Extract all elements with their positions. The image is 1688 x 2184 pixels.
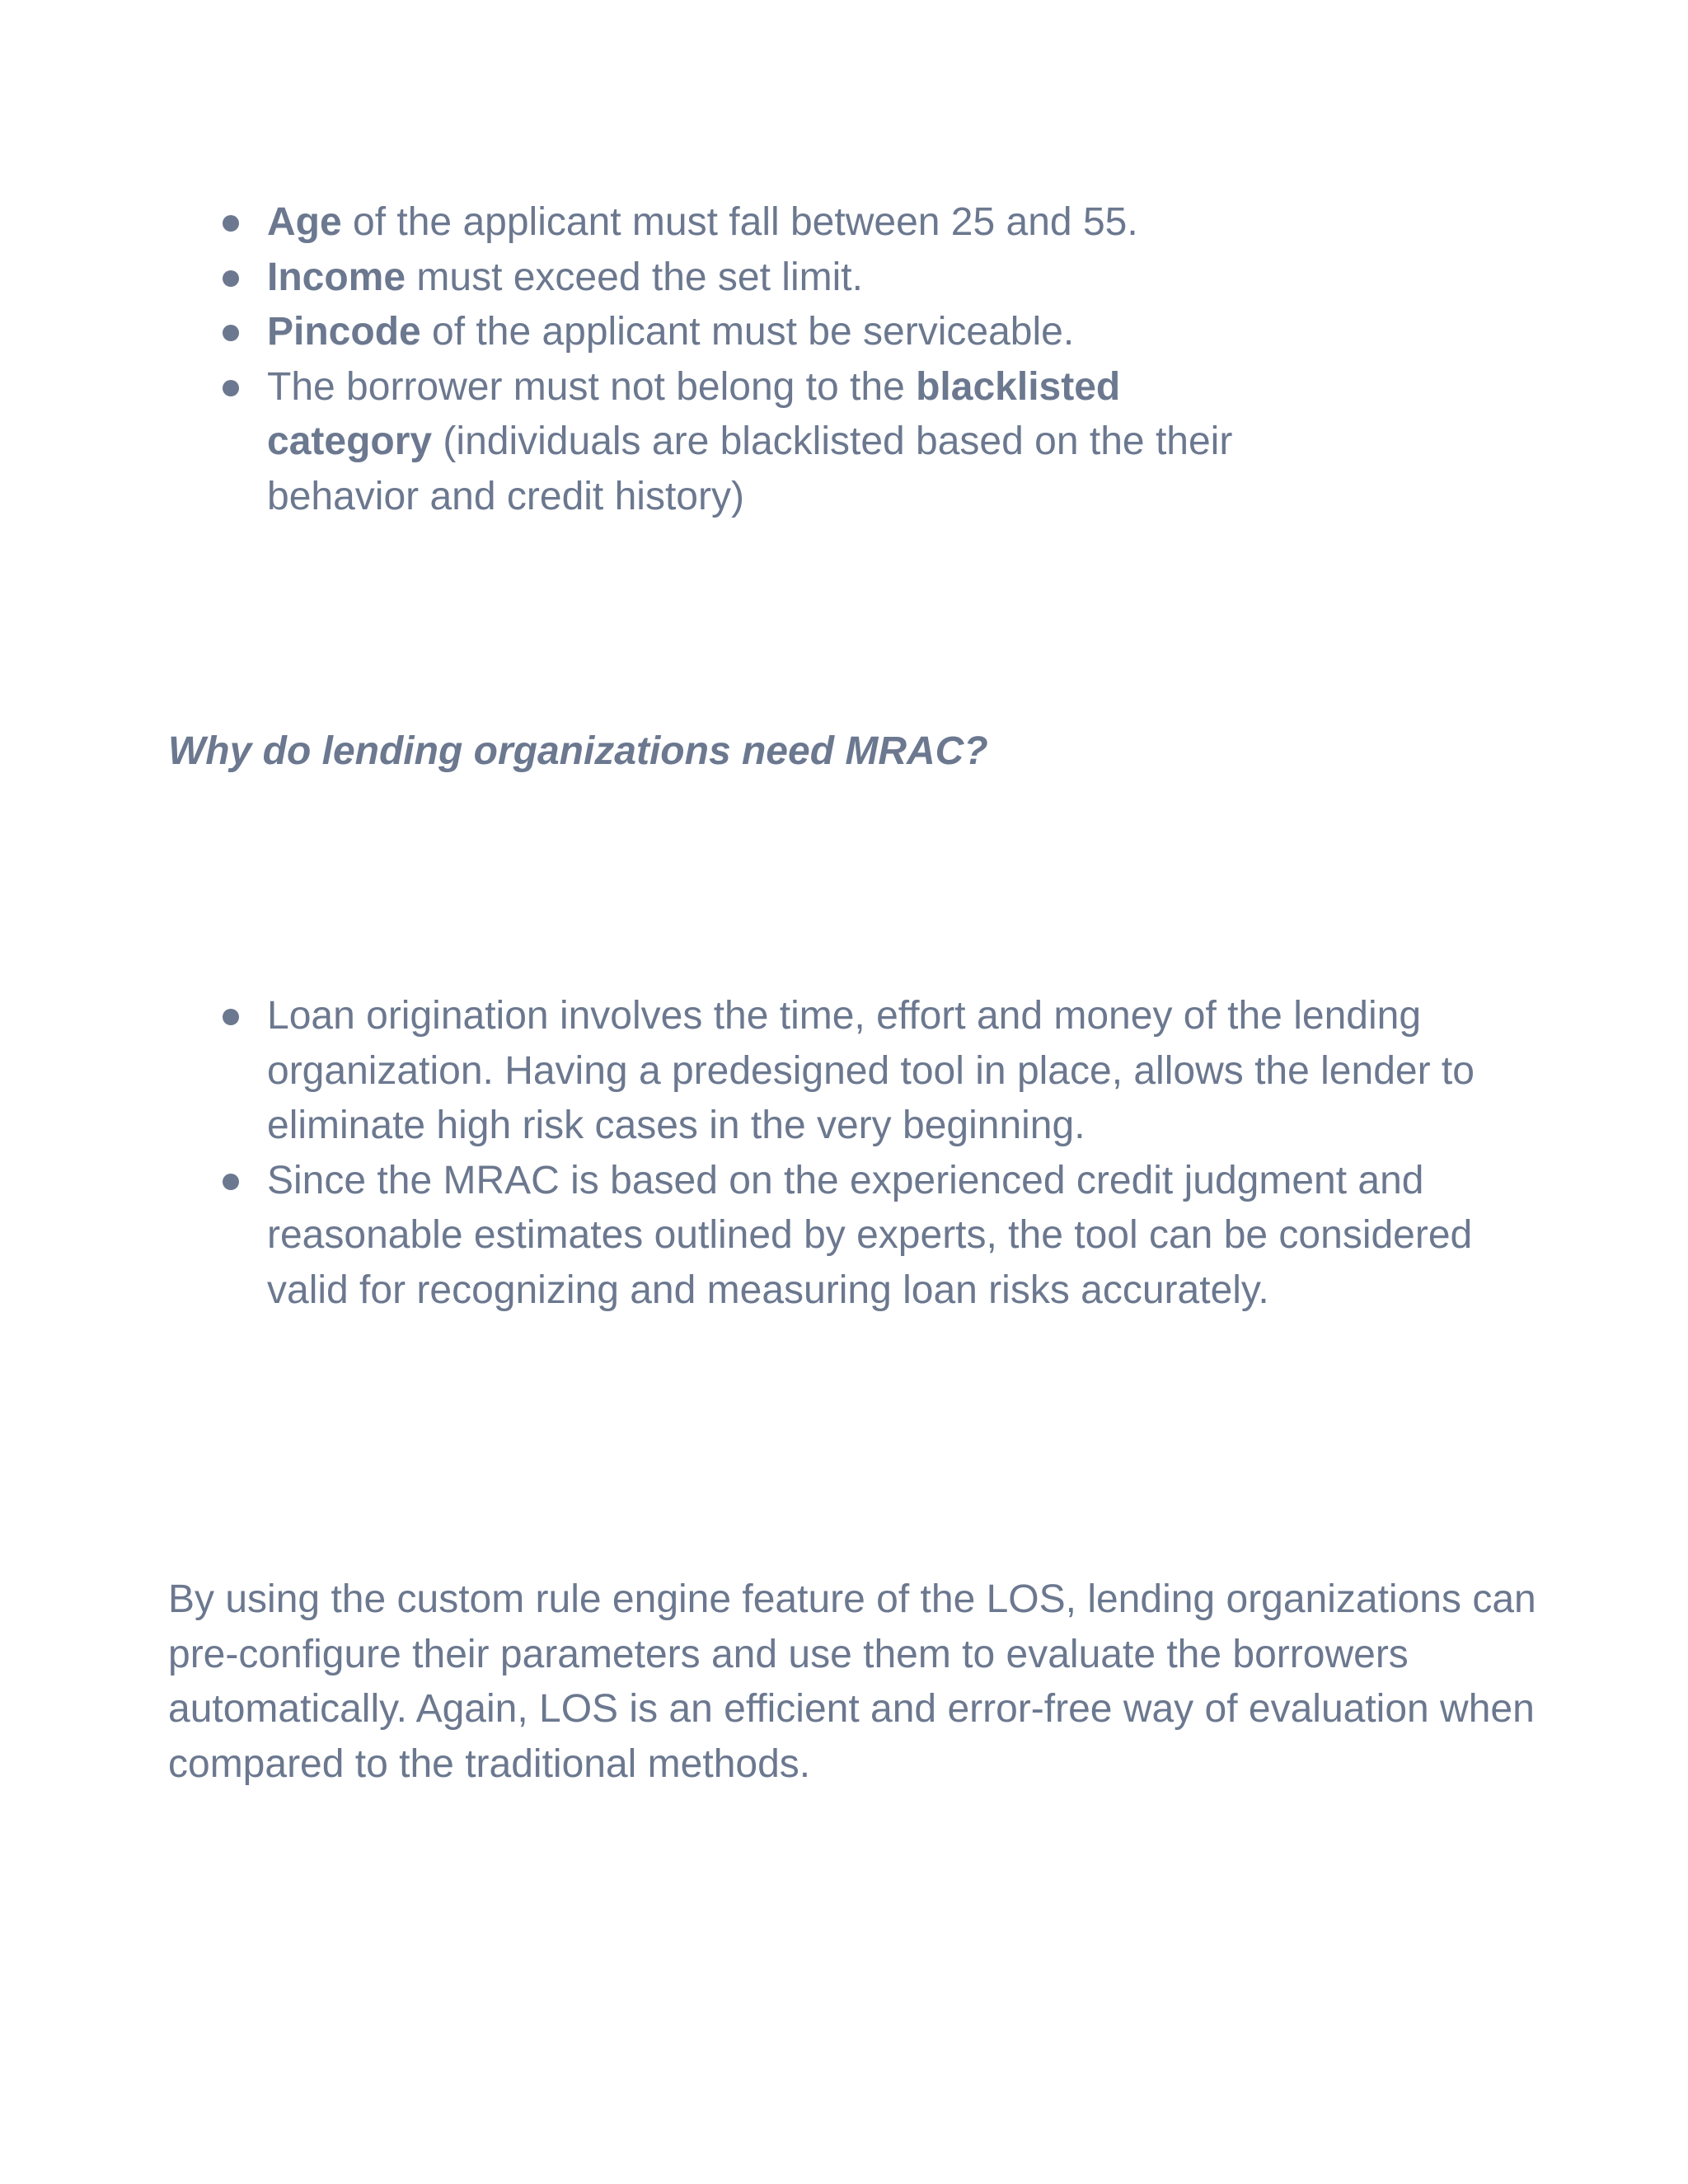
criterion-keyword: Pincode	[267, 310, 421, 354]
bullet-icon	[223, 325, 239, 341]
criterion-text: of the applicant must be serviceable.	[420, 310, 1075, 354]
list-item	[168, 251, 1536, 306]
criterion-keyword: Age	[267, 200, 342, 244]
criterion-text: of the applicant must fall between 25 and 55.	[341, 200, 1138, 244]
list-item	[168, 305, 1536, 360]
criteria-list-block	[168, 195, 1536, 524]
reason-text: Since the MRAC is based on the experienced credit judgment and reasonable estimates outlined by experts, the tool can be considered valid for recognizing and measuring loan risks accurately.	[267, 1158, 1473, 1312]
closing-paragraph-block	[168, 1572, 1536, 1792]
bullet-icon	[223, 270, 239, 287]
section-heading-block	[168, 724, 1536, 779]
list-item	[168, 989, 1536, 1154]
bullet-icon	[223, 1009, 239, 1025]
section-heading: Why do lending organizations need MRAC?	[168, 729, 988, 773]
list-item	[168, 360, 1536, 525]
criterion-keyword: Income	[267, 255, 406, 299]
list-item	[168, 1154, 1536, 1319]
reasons-list	[168, 989, 1536, 1318]
closing-paragraph: By using the custom rule engine feature of the LOS, lending organizations can pre-configure their parameters and use them to evaluate the borrowers automatically. Again, LOS is an efficient and error-free way of evaluation when compared to the traditional methods.	[168, 1577, 1536, 1786]
reasons-list-block	[168, 989, 1536, 1318]
list-item	[168, 195, 1536, 251]
criterion-text: must exceed the set limit.	[406, 255, 863, 299]
criteria-list	[168, 195, 1536, 524]
reason-text: Loan origination involves the time, effort and money of the lending organization. Having a predesigned tool in place, allows the lender to eliminate high risk cases in the very beginning.	[267, 994, 1475, 1147]
criterion-text: The borrower must not belong to the	[267, 364, 917, 409]
criterion-keyword: blacklisted category	[267, 364, 1121, 463]
bullet-icon	[223, 215, 239, 232]
bullet-icon	[223, 380, 239, 396]
bullet-icon	[223, 1174, 239, 1190]
criterion-text: (individuals are blacklisted based on the their behavior and credit history)	[267, 419, 1233, 518]
